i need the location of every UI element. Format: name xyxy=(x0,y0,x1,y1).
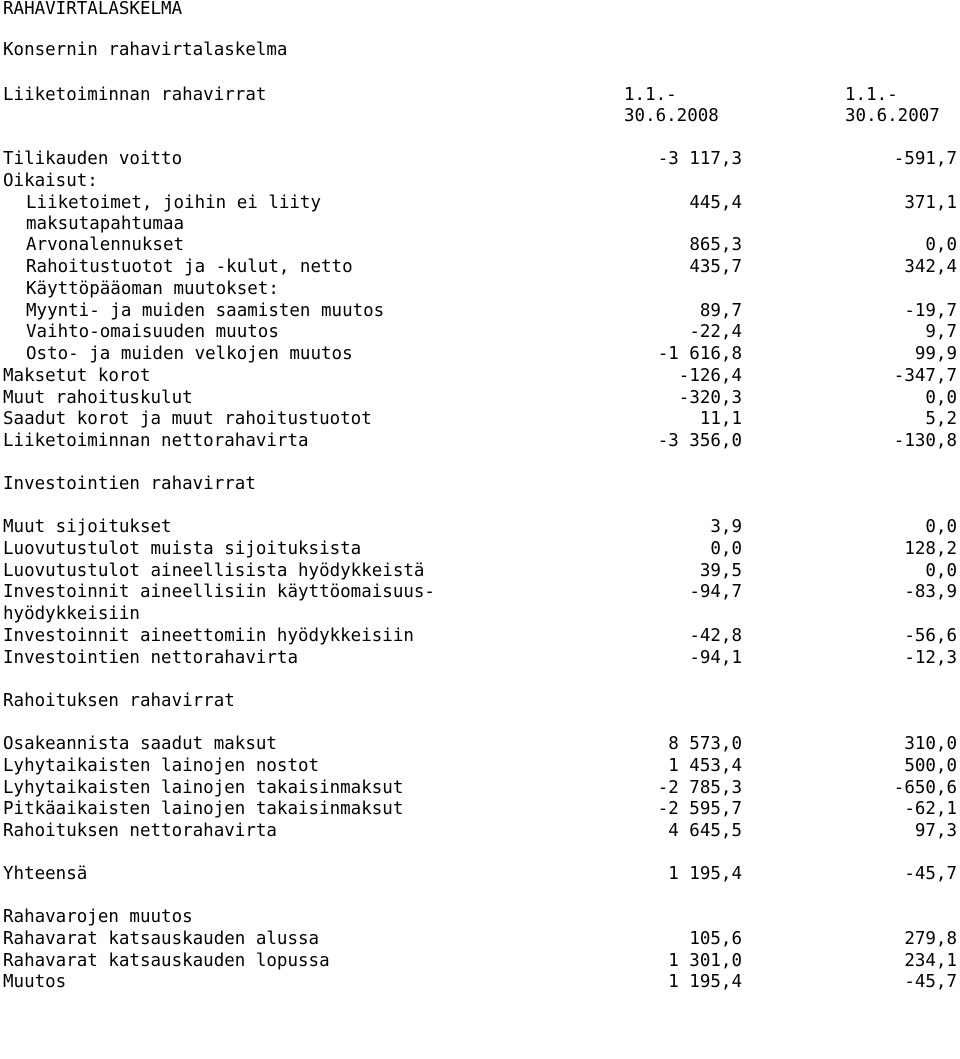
column-header-2008-line1: 1.1.- xyxy=(624,85,677,105)
table-row xyxy=(0,971,960,993)
row-label: maksutapahtumaa xyxy=(26,214,185,234)
table-row xyxy=(0,733,960,755)
value-2008: -2 785,3 xyxy=(657,778,742,798)
document-title-row xyxy=(0,0,960,20)
value-2008: 445,4 xyxy=(689,193,742,213)
value-2007: 0,0 xyxy=(925,235,957,255)
value-2008: -42,8 xyxy=(689,626,742,646)
table-row-subtotal xyxy=(0,820,960,842)
table-row xyxy=(0,581,960,603)
table-row xyxy=(0,560,960,582)
row-label: Investoinnit aineettomiin hyödykkeisiin xyxy=(3,626,414,646)
value-2008: -2 595,7 xyxy=(657,799,742,819)
section-heading-row xyxy=(0,690,960,712)
value-2007: 5,2 xyxy=(925,409,957,429)
value-2007: 99,9 xyxy=(914,344,957,364)
row-label: Maksetut korot xyxy=(3,366,151,386)
row-label: Yhteensä xyxy=(3,864,88,884)
row-label: Muut sijoitukset xyxy=(3,517,172,537)
table-row xyxy=(0,387,960,409)
row-label: Investoinnit aineellisiin käyttöomaisuus- xyxy=(3,582,435,602)
row-label: Muutos xyxy=(3,972,67,992)
table-row xyxy=(0,950,960,972)
value-2008: 39,5 xyxy=(699,561,742,581)
value-2007: 0,0 xyxy=(925,517,957,537)
row-label: Tilikauden voitto xyxy=(3,149,183,169)
value-2007: -45,7 xyxy=(904,972,957,992)
section-heading-row xyxy=(0,473,960,495)
table-row xyxy=(0,777,960,799)
row-label: Rahavarat katsauskauden alussa xyxy=(3,929,320,949)
column-header-2007-line2: 30.6.2007 xyxy=(845,106,940,126)
row-label: Luovutustulot aineellisista hyödykkeistä xyxy=(3,561,425,581)
table-row xyxy=(0,234,960,256)
column-header-2008-line2: 30.6.2008 xyxy=(624,106,719,126)
value-2008: -1 616,8 xyxy=(657,344,742,364)
row-label: Muut rahoituskulut xyxy=(3,388,193,408)
row-label: Pitkäaikaisten lainojen takaisinmaksut xyxy=(3,799,404,819)
table-row-subtotal xyxy=(0,647,960,669)
row-label: Lyhytaikaisten lainojen nostot xyxy=(3,756,320,776)
document-subtitle-row xyxy=(0,39,960,61)
value-2008: -3 356,0 xyxy=(657,431,742,451)
value-2007: 500,0 xyxy=(904,756,957,776)
value-2008: -94,1 xyxy=(689,648,742,668)
value-2008: -126,4 xyxy=(678,366,742,386)
value-2008: -22,4 xyxy=(689,322,742,342)
value-2007: 234,1 xyxy=(904,951,957,971)
table-row xyxy=(0,300,960,322)
row-label: Osto- ja muiden velkojen muutos xyxy=(26,344,353,364)
value-2007: 342,4 xyxy=(904,257,957,277)
value-2007: -591,7 xyxy=(893,149,957,169)
row-label: Myynti- ja muiden saamisten muutos xyxy=(26,301,385,321)
row-label: Saadut korot ja muut rahoitustuotot xyxy=(3,409,372,429)
value-2007: 128,2 xyxy=(904,539,957,559)
value-2008: -3 117,3 xyxy=(657,149,742,169)
value-2007: 9,7 xyxy=(925,322,957,342)
row-label: Lyhytaikaisten lainojen takaisinmaksut xyxy=(3,778,404,798)
row-label: Vaihto-omaisuuden muutos xyxy=(26,322,279,342)
value-2007: -45,7 xyxy=(904,864,957,884)
table-row-total xyxy=(0,863,960,885)
row-label: Luovutustulot muista sijoituksista xyxy=(3,539,362,559)
value-2008: 4 645,5 xyxy=(668,821,742,841)
row-label: Rahavarat katsauskauden lopussa xyxy=(3,951,330,971)
value-2007: 0,0 xyxy=(925,388,957,408)
value-2007: -12,3 xyxy=(904,648,957,668)
section-heading-cash-change: Rahavarojen muutos xyxy=(3,907,193,927)
value-2008: 1 453,4 xyxy=(668,756,742,776)
row-label: Oikaisut: xyxy=(3,171,98,191)
value-2007: -650,6 xyxy=(893,778,957,798)
table-row xyxy=(0,928,960,950)
table-row xyxy=(0,603,960,625)
table-row xyxy=(0,321,960,343)
section-heading-investing: Investointien rahavirrat xyxy=(3,474,256,494)
value-2008: 105,6 xyxy=(689,929,742,949)
value-2008: -320,3 xyxy=(678,388,742,408)
value-2007: -19,7 xyxy=(904,301,957,321)
column-header-2007-line1: 1.1.- xyxy=(845,85,898,105)
table-row xyxy=(0,408,960,430)
section-heading-financing: Rahoituksen rahavirrat xyxy=(3,691,235,711)
document-title: RAHAVIRTALASKELMA xyxy=(3,0,183,19)
section-heading-operating: Liiketoiminnan rahavirrat xyxy=(3,85,267,105)
row-label: Liiketoimet, joihin ei liity xyxy=(26,193,322,213)
row-label: Rahoituksen nettorahavirta xyxy=(3,821,277,841)
table-row xyxy=(0,343,960,365)
value-2007: -56,6 xyxy=(904,626,957,646)
row-label: Osakeannista saadut maksut xyxy=(3,734,277,754)
value-2008: 435,7 xyxy=(689,257,742,277)
value-2007: 310,0 xyxy=(904,734,957,754)
table-row xyxy=(0,755,960,777)
table-row xyxy=(0,365,960,387)
row-label: Investointien nettorahavirta xyxy=(3,648,299,668)
row-label: Käyttöpääoman muutokset: xyxy=(26,279,279,299)
value-2007: 97,3 xyxy=(914,821,957,841)
value-2007: -130,8 xyxy=(893,431,957,451)
table-row-subtotal xyxy=(0,430,960,452)
table-header-row-2 xyxy=(0,105,960,127)
row-label: Liiketoiminnan nettorahavirta xyxy=(3,431,309,451)
value-2008: 89,7 xyxy=(699,301,742,321)
value-2008: 3,9 xyxy=(710,517,742,537)
value-2007: 0,0 xyxy=(925,561,957,581)
row-label: Arvonalennukset xyxy=(26,235,185,255)
value-2008: 0,0 xyxy=(710,539,742,559)
row-label: hyödykkeisiin xyxy=(3,604,140,624)
row-label: Rahoitustuotot ja -kulut, netto xyxy=(26,257,353,277)
value-2008: 1 301,0 xyxy=(668,951,742,971)
value-2007: 279,8 xyxy=(904,929,957,949)
table-row xyxy=(0,625,960,647)
table-header-row xyxy=(0,84,960,106)
table-row xyxy=(0,170,960,192)
table-row xyxy=(0,148,960,170)
table-row xyxy=(0,538,960,560)
table-row xyxy=(0,256,960,278)
value-2008: 11,1 xyxy=(699,409,742,429)
value-2008: 8 573,0 xyxy=(668,734,742,754)
table-row xyxy=(0,516,960,538)
value-2008: -94,7 xyxy=(689,582,742,602)
table-row xyxy=(0,192,960,214)
value-2008: 1 195,4 xyxy=(668,864,742,884)
value-2007: -62,1 xyxy=(904,799,957,819)
value-2008: 1 195,4 xyxy=(668,972,742,992)
document-subtitle: Konsernin rahavirtalaskelma xyxy=(3,40,288,60)
value-2007: -347,7 xyxy=(893,366,957,386)
table-row xyxy=(0,278,960,300)
value-2008: 865,3 xyxy=(689,235,742,255)
table-row xyxy=(0,213,960,235)
value-2007: -83,9 xyxy=(904,582,957,602)
table-row xyxy=(0,798,960,820)
value-2007: 371,1 xyxy=(904,193,957,213)
section-heading-row xyxy=(0,906,960,928)
